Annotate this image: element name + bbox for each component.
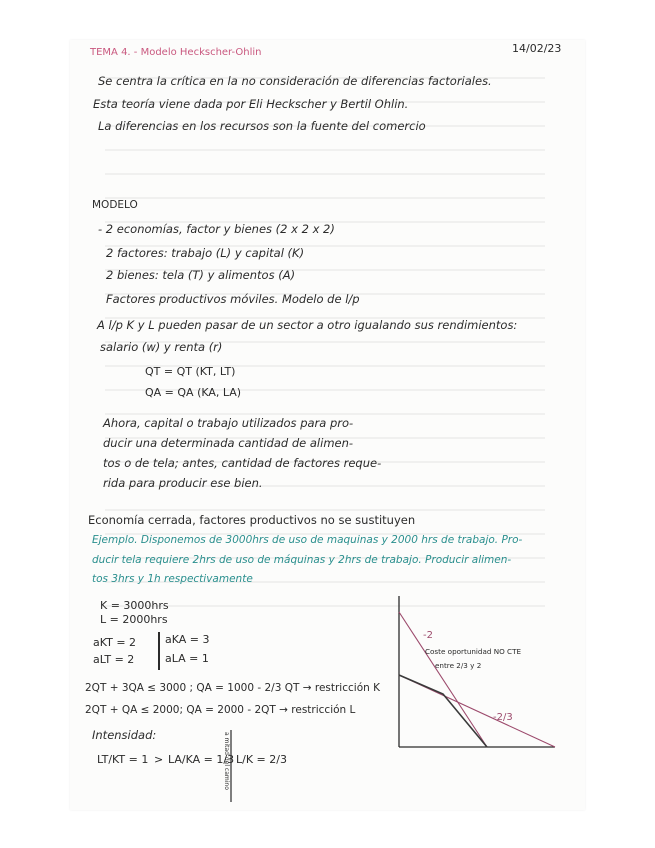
intensity-gt: > xyxy=(154,753,164,766)
vertical-divider-note xyxy=(223,730,237,802)
ahora-line-4: rida para producir ese bien. xyxy=(103,476,263,490)
intensity-label: Intensidad: xyxy=(92,728,157,742)
modelo-heading: MODELO xyxy=(92,199,138,211)
example-line-1: Ejemplo. Disponemos de 3000hrs de uso de maquinas y 2000 hrs de trabajo. Pro- xyxy=(92,534,523,546)
ahora-line-1: Ahora, capital o trabajo utilizados para pro- xyxy=(103,416,354,430)
ppf-graph xyxy=(385,590,565,755)
restriction-l-line xyxy=(399,612,487,747)
modelo-item-4: Factores productivos móviles. Modelo de l/p xyxy=(106,292,360,306)
divider-text: a mitad del camino xyxy=(223,732,230,790)
page-date: 14/02/23 xyxy=(512,42,562,55)
modelo-item-3: 2 bienes: tela (T) y alimentos (A) xyxy=(106,268,296,282)
intro-line-1: Se centra la crítica en la no consideración de diferencias factoriales. xyxy=(98,74,492,88)
slope-label-a: -2 xyxy=(423,630,433,641)
coef-ala: aLA = 1 xyxy=(165,652,209,665)
restriction-k: 2QT + 3QA ≤ 3000 ; QA = 1000 - 2/3 QT → restricción K xyxy=(85,682,380,694)
example-line-3: tos 3hrs y 1h respectivamente xyxy=(92,573,253,585)
intensity-tela: LT/KT = 1 xyxy=(97,753,149,766)
production-eq-alimentos: QA = QA (KA, LA) xyxy=(145,386,242,399)
graph-note-1: Coste oportunidad NO CTE xyxy=(425,647,522,656)
modelo-item-5: A l/p K y L pueden pasar de un sector a otro igualando sus rendimientos: xyxy=(97,318,518,332)
modelo-item-2: 2 factores: trabajo (L) y capital (K) xyxy=(106,246,305,260)
bleed-through xyxy=(105,55,545,615)
closed-economy-heading: Economía cerrada, factores productivos no se sustituyen xyxy=(88,513,416,527)
graph-note-2: entre 2/3 y 2 xyxy=(435,661,482,670)
intro-line-3: La diferencias en los recursos son la fuente del comercio xyxy=(98,119,426,133)
page-title: TEMA 4. - Modelo Heckscher-Ohlin xyxy=(90,47,262,58)
coef-aka: aKA = 3 xyxy=(165,633,210,646)
ppf-frontier xyxy=(399,675,487,747)
coef-akt: aKT = 2 xyxy=(93,636,137,649)
ahora-line-3: tos o de tela; antes, cantidad de factores reque- xyxy=(103,456,382,470)
coef-alt: aLT = 2 xyxy=(93,653,135,666)
slope-label-b: -2/3 xyxy=(493,712,513,723)
k-hours: K = 3000hrs xyxy=(100,599,169,612)
coef-separator xyxy=(158,632,160,670)
intensity-alimentos: LA/KA = 1/3 xyxy=(168,753,235,766)
modelo-item-1: - 2 economías, factor y bienes (2 x 2 x 2) xyxy=(98,222,335,236)
restriction-l: 2QT + QA ≤ 2000; QA = 2000 - 2QT → restricción L xyxy=(85,704,356,716)
l-hours: L = 2000hrs xyxy=(100,613,168,626)
modelo-item-6: salario (w) y renta (r) xyxy=(100,340,223,354)
ahora-line-2: ducir una determinada cantidad de alimen- xyxy=(103,436,354,450)
example-line-2: ducir tela requiere 2hrs de uso de máquinas y 2hrs de trabajo. Producir alimen- xyxy=(92,554,512,566)
production-eq-tela: QT = QT (KT, LT) xyxy=(145,365,236,378)
intro-line-2: Esta teoría viene dada por Eli Heckscher y Bertil Ohlin. xyxy=(93,97,409,111)
intensity-total: L/K = 2/3 xyxy=(236,753,287,766)
